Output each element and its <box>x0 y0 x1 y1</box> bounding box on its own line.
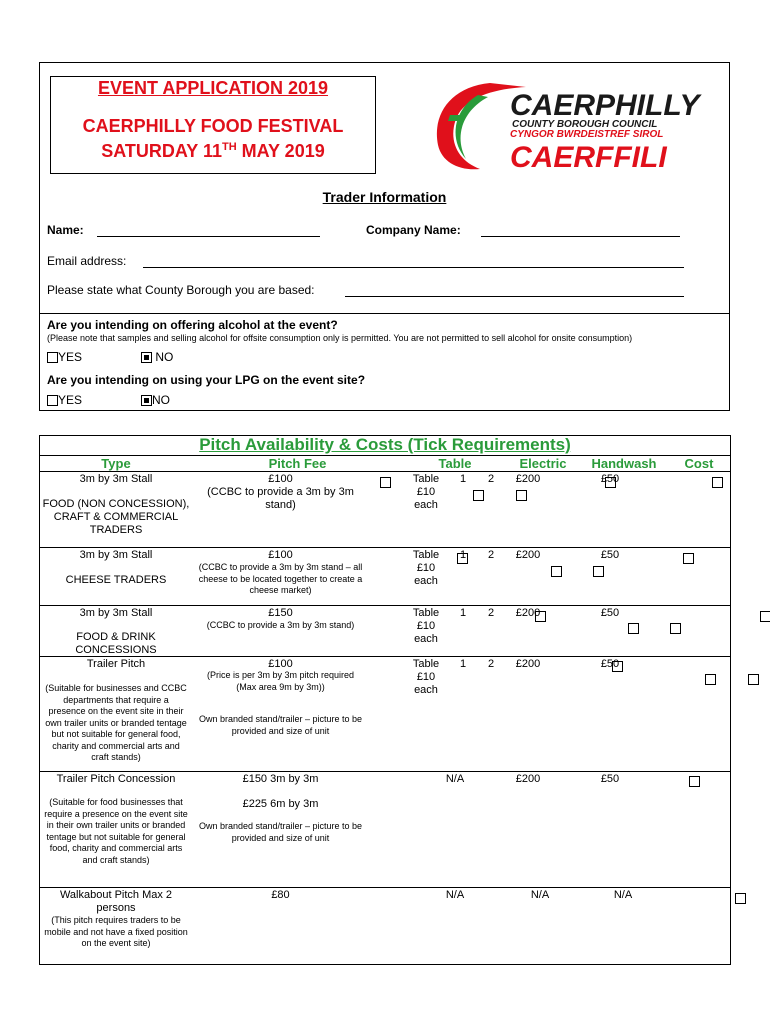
row1-fee: £100 <box>268 473 293 485</box>
row4-table-opt1: 1 <box>459 658 467 670</box>
row5-electric: £200 <box>515 773 541 785</box>
row2-electric: £200 <box>515 549 541 561</box>
svg-text:CAERFFILI: CAERFFILI <box>510 141 667 174</box>
row1-fee-desc: (CCBC to provide a 3m by 3m stand) <box>207 486 354 511</box>
row2-table1-checkbox[interactable] <box>551 566 562 577</box>
checkbox-icon[interactable] <box>47 395 58 406</box>
company-name-field[interactable] <box>481 236 680 237</box>
row1-electric: £200 <box>515 473 541 485</box>
row2-table-opt1: 1 <box>459 549 467 561</box>
row4-table2-checkbox[interactable] <box>748 674 759 685</box>
name-field[interactable] <box>97 236 320 237</box>
row2-table-price: Table £10 each <box>412 549 440 587</box>
row2-electric-checkbox[interactable] <box>683 553 694 564</box>
checkbox-icon[interactable] <box>47 352 58 363</box>
row5-fee: £150 3m by 3m <box>242 773 319 785</box>
alcohol-no-option[interactable]: NO <box>141 350 173 364</box>
row-divider <box>39 771 731 772</box>
row1-fee-checkbox[interactable] <box>380 477 391 488</box>
event-date: SATURDAY 11TH MAY 2019 <box>101 141 325 161</box>
row-divider <box>39 605 731 606</box>
trader-info-heading: Trader Information <box>322 189 447 205</box>
row4-table1-checkbox[interactable] <box>705 674 716 685</box>
checked-checkbox-icon[interactable] <box>141 352 152 363</box>
row1-table1-checkbox[interactable] <box>473 490 484 501</box>
row5-fee-desc2: Own branded stand/trailer – picture to be provided and size of unit <box>198 821 363 843</box>
section-divider <box>39 313 730 314</box>
row6-type-desc: (This pitch requires traders to be mobile and not have a fixed position on the event site) <box>44 915 188 948</box>
row2-fee: £100 <box>268 549 293 561</box>
lpg-question: Are you intending on using your LPG on the event site? <box>47 373 366 387</box>
col-header-handwash: Handwash <box>591 456 657 471</box>
row3-table2-checkbox[interactable] <box>670 623 681 634</box>
alcohol-note: (Please note that samples and selling alcohol for offsite consumption only is permitted. You are not permitted to sell alcohol for onsite consumption) <box>47 333 633 343</box>
svg-text:CAERPHILLY: CAERPHILLY <box>510 89 700 122</box>
row4-type-title: Trailer Pitch <box>86 658 146 670</box>
email-label: Email address: <box>47 254 127 268</box>
caerphilly-council-logo <box>430 75 720 175</box>
row4-fee-desc2: Own branded stand/trailer – picture to be provided and size of unit <box>198 714 363 736</box>
checked-checkbox-icon[interactable] <box>141 395 152 406</box>
row2-type-title: 3m by 3m Stall <box>79 549 153 561</box>
row3-fee: £150 <box>268 607 293 619</box>
name-label: Name: <box>47 223 84 237</box>
row1-type-title: 3m by 3m Stall <box>79 473 153 485</box>
row3-table-opt2: 2 <box>487 607 495 619</box>
row4-table-price: Table £10 each <box>412 658 440 696</box>
row2-handwash: £50 <box>600 549 620 561</box>
row4-fee: £100 <box>268 658 293 670</box>
row6-fee-checkbox[interactable] <box>735 893 746 904</box>
col-header-table: Table <box>438 456 472 471</box>
row4-handwash: £50 <box>600 658 620 670</box>
col-header-electric: Electric <box>519 456 567 471</box>
row6-handwash-na: N/A <box>613 889 633 901</box>
lpg-no-option[interactable]: NO <box>141 393 170 407</box>
col-header-type: Type <box>101 456 131 471</box>
row4-fee-desc: (Price is per 3m by 3m pitch required (Max area 9m by 3m)) <box>206 670 355 692</box>
row1-table-price: Table £10 each <box>412 473 440 511</box>
row5-type-desc: (Suitable for food businesses that require a presence on the event site in their own trailer units or branded tentage but not suitable for general food, charity and commercial arts and craft stands) <box>44 797 188 865</box>
festival-title: CAERPHILLY FOOD FESTIVAL <box>82 116 344 136</box>
event-title: EVENT APPLICATION 2019 <box>97 78 329 98</box>
row5-table-na: N/A <box>445 773 465 785</box>
row2-type-desc: CHEESE TRADERS <box>65 574 167 586</box>
row6-type-title: Walkabout Pitch Max 2 persons <box>59 889 173 914</box>
row-divider <box>39 887 731 888</box>
row1-handwash-checkbox[interactable] <box>712 477 723 488</box>
row-divider <box>39 471 731 472</box>
row6-fee: £80 <box>271 889 290 901</box>
row5-type-title: Trailer Pitch Concession <box>56 773 176 785</box>
row2-table2-checkbox[interactable] <box>593 566 604 577</box>
row3-electric-checkbox[interactable] <box>760 611 770 622</box>
row1-table-opt2: 2 <box>487 473 495 485</box>
row-divider <box>39 547 731 548</box>
row2-fee-desc: (CCBC to provide a 3m by 3m stand – all cheese to be located together to create a cheese market) <box>198 562 363 595</box>
row-divider <box>39 455 731 456</box>
pitch-table-title: Pitch Availability & Costs (Tick Requirements) <box>199 435 571 454</box>
row3-type-desc: FOOD & DRINK CONCESSIONS <box>75 631 157 656</box>
row3-table1-checkbox[interactable] <box>628 623 639 634</box>
row3-table-opt1: 1 <box>459 607 467 619</box>
col-header-cost: Cost <box>684 456 714 471</box>
svg-text:COUNTY BOROUGH COUNCIL: COUNTY BOROUGH COUNCIL <box>512 119 658 130</box>
row1-table-opt1: 1 <box>459 473 467 485</box>
row1-type-desc: FOOD (NON CONCESSION), CRAFT & COMMERCIAL TRADERS <box>42 498 190 536</box>
row4-electric: £200 <box>515 658 541 670</box>
lpg-yes-option[interactable]: YES <box>47 393 82 407</box>
company-name-label: Company Name: <box>366 223 461 237</box>
row3-type-title: 3m by 3m Stall <box>79 607 153 619</box>
borough-label: Please state what County Borough you are based: <box>47 283 315 297</box>
row3-fee-desc: (CCBC to provide a 3m by 3m stand) <box>206 620 355 630</box>
email-field[interactable] <box>143 267 684 268</box>
row5-handwash: £50 <box>600 773 620 785</box>
alcohol-question: Are you intending on offering alcohol at the event? <box>47 318 338 332</box>
row6-table-na: N/A <box>445 889 465 901</box>
svg-text:CYNGOR BWRDEISTREF SIROL: CYNGOR BWRDEISTREF SIROL <box>510 129 664 140</box>
row5-fee-desc: £225 6m by 3m <box>242 798 319 810</box>
row1-table2-checkbox[interactable] <box>516 490 527 501</box>
alcohol-yes-option[interactable]: YES <box>47 350 82 364</box>
row3-handwash: £50 <box>600 607 620 619</box>
row3-electric: £200 <box>515 607 541 619</box>
row2-table-opt2: 2 <box>487 549 495 561</box>
borough-field[interactable] <box>345 296 684 297</box>
row3-table-price: Table £10 each <box>412 607 440 645</box>
row4-type-desc: (Suitable for businesses and CCBC departments that require a presence on the event site in their own trailer units or branded tentage but not suitable for general food, charity and commercial arts and craft stands) <box>45 683 187 762</box>
col-header-fee: Pitch Fee <box>268 456 327 471</box>
row1-handwash: £50 <box>600 473 620 485</box>
row5-fee-checkbox[interactable] <box>689 776 700 787</box>
row6-electric-na: N/A <box>530 889 550 901</box>
row4-table-opt2: 2 <box>487 658 495 670</box>
